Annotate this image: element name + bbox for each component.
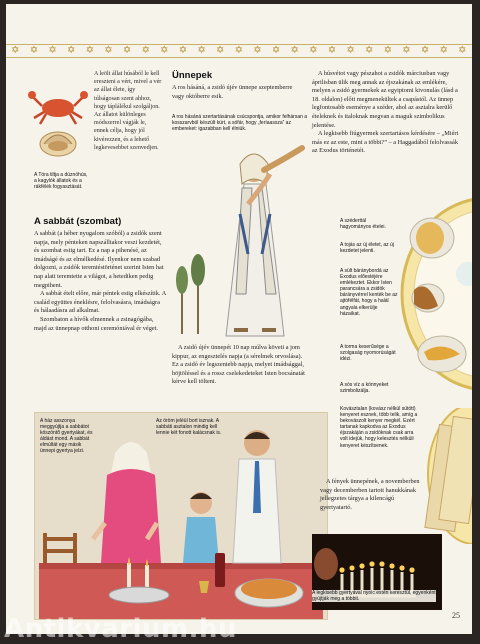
seder-caption-horseradish: A torma keserűsége a szolgaság nyomorúságát idézi. bbox=[340, 344, 398, 362]
star-icon: ✡ bbox=[402, 46, 410, 56]
star-icon: ✡ bbox=[48, 46, 56, 56]
star-icon: ✡ bbox=[141, 46, 149, 56]
star-icon: ✡ bbox=[458, 46, 466, 56]
book-page bbox=[6, 4, 472, 634]
hanukkah-caption: A legkisebb gyertyával nyolc estén keresztül, egyenként gyújtják meg a többit. bbox=[312, 590, 436, 602]
sabbath-paragraph-1: A sabbát (a héber nyugalom szóból) a zsidók szent napja, mely pénteken napszálltakor veszi kezdetét, és szombat estig tart. Ez a nap a pihenésé, az imádságé és az elmélkedésé. Ilyenkor nem szabad dolgozni, a zsidók teremtéstörténet szerint Isten hat nap alatt teremtette a világot, a hetediken pedig megpihent. bbox=[34, 230, 166, 290]
sabbath-heading: A sabbát (szombat) bbox=[34, 216, 121, 227]
star-icon: ✡ bbox=[67, 46, 75, 56]
star-icon: ✡ bbox=[253, 46, 261, 56]
star-icon: ✡ bbox=[11, 46, 19, 56]
mother-candles-caption: A ház asszonya meggyújtja a sabbátot köszöntő gyertyákat, és áldást mond. A sabbát elmúltát egy másik ünnepi gyertya jelzi. bbox=[40, 418, 96, 455]
holidays-heading: Ünnepek bbox=[172, 70, 212, 81]
star-icon: ✡ bbox=[216, 46, 224, 56]
matzah-illustration bbox=[424, 408, 472, 544]
star-icon: ✡ bbox=[197, 46, 205, 56]
star-icon: ✡ bbox=[328, 46, 336, 56]
crab-shell-illustration bbox=[28, 86, 88, 166]
star-icon: ✡ bbox=[86, 46, 94, 56]
matzah-caption: Kovásztalan (kovász nélkül sütött) kenyeret esznek, több telik, amíg a bekovászolt kenyer megkél. Ezért tartanak kapkodva az Exodus éjszakáján a zsidóknak csak arra volt idejük, hogy kelesztés nélküli kenyeret készítsenek. bbox=[340, 406, 420, 449]
star-icon: ✡ bbox=[309, 46, 317, 56]
seder-caption-egg: A tojás az új életet, az új kezdetet jelenti. bbox=[340, 242, 398, 254]
star-icon: ✡ bbox=[272, 46, 280, 56]
shofar-man-illustration bbox=[204, 144, 308, 340]
sabbath-text bbox=[34, 230, 166, 333]
star-icon: ✡ bbox=[421, 46, 429, 56]
background-trees bbox=[172, 244, 212, 334]
passover-text bbox=[312, 70, 460, 156]
star-icon: ✡ bbox=[179, 46, 187, 56]
crab-caption: A Tóra tiltja a dúznóhús, a kagylók állatok és a rákfélék fogyasztását. bbox=[34, 172, 90, 190]
wine-challah-caption: Az öröm jeléül bort isznak. A sabbáti asztalon mindig kell lennie két fonott kalácsnak is. bbox=[156, 418, 222, 436]
star-icon: ✡ bbox=[123, 46, 131, 56]
seder-plate-illustration bbox=[398, 194, 472, 394]
star-icon: ✡ bbox=[235, 46, 243, 56]
passover-paragraph-1: A húsvétot vagy pészahot a zsidók márciusban vagy áprilisban ülik meg annak az éjszakának az emlékére, melyen a zsidó gyermekek az egyiptomi kivonulás (lásd a 18. oldalon) előtt megmenekültek a csapástól. Az ünnep legfontosabb eseménye a széder, ahol az asztalra kerülő ételeknek és italoknak megvan a maguk szimbolikus jelentése. bbox=[312, 70, 460, 130]
star-icon: ✡ bbox=[365, 46, 373, 56]
holidays-paragraph-1: A ros hásáná, a zsidó újév ünnepe szeptemberre vagy októberre esik. bbox=[172, 84, 304, 101]
sabbath-paragraph-2: A sabbát ételt előre, már péntek estig elkészítik. A család együttes éneklésre, felolvasásra, imádságra és hálaadásra ad alkalmat. bbox=[34, 290, 166, 316]
star-icon: ✡ bbox=[160, 46, 168, 56]
seder-caption-plate: A széderttál hagyományos ételei. bbox=[340, 218, 398, 230]
seder-caption-saltwater: A sós víz a könnyeket szimbolizálja. bbox=[340, 382, 398, 394]
star-icon: ✡ bbox=[290, 46, 298, 56]
passover-paragraph-2: A legkisebb fiúgyermek szertartásos kérdésére – „Miért más ez az este, mint a többi?” – a Haggadából felolvassák az Exodus történetét. bbox=[312, 130, 460, 156]
sabbath-paragraph-3: Szombaton a hívők elmennek a zsinagógába, majd az ünnepnap otthoni ceremóniával ér véget. bbox=[34, 316, 166, 333]
star-icon: ✡ bbox=[104, 46, 112, 56]
star-border bbox=[6, 44, 472, 58]
shofar-caption: A ros hásáná szertartásának csúcspontja, amikor felhársan a kosszarvból készült kürt, a sófár, hogy „feríaassza” az embereket: igazabban kell élniük. bbox=[172, 114, 310, 132]
watermark: Antikvarium.hu bbox=[4, 614, 237, 644]
holidays-paragraph-2: A zsidó újév ünnepét 10 nap múlva követi a jom kippur, az engesztelés napja (a sérelmek orvoslása). Ez a zsidó év legszentebb napja, melyet imádsággal, böjtöléssel és a rossz cselekedeteket Isten bocsánatát kérve kell tölteni. bbox=[172, 344, 310, 387]
star-icon: ✡ bbox=[439, 46, 447, 56]
star-icon: ✡ bbox=[384, 46, 392, 56]
page-number: 25 bbox=[452, 611, 460, 620]
intro-paragraph: A leölt állat húsából le kell ereszteni a vért, mivel a vér az állat élete, így túlságosan szent ahhoz, hogy táplálékul szolgáljon. Az állatot különleges módszerrel vágják le, ennek célja, hogy jól kivérezzen, és a lehető legkevesebbet szenvedjen. bbox=[94, 70, 162, 152]
seder-caption-lamb: A sült báránybordá az Exodus előestéjére emlékeztet. Ekkor Isten parancsára a zsidók bárányvérrel kenték be az ajtófélfát, hogy a halál angyala elkerülje házaikat. bbox=[340, 268, 398, 317]
star-icon: ✡ bbox=[30, 46, 38, 56]
star-icon: ✡ bbox=[346, 46, 354, 56]
hanukkah-paragraph: A fények ünnepének, a novemberben vagy decemberben tartott hanukkának jellegzetes tárgya a kilencágú gyertyatartó. bbox=[320, 478, 424, 512]
